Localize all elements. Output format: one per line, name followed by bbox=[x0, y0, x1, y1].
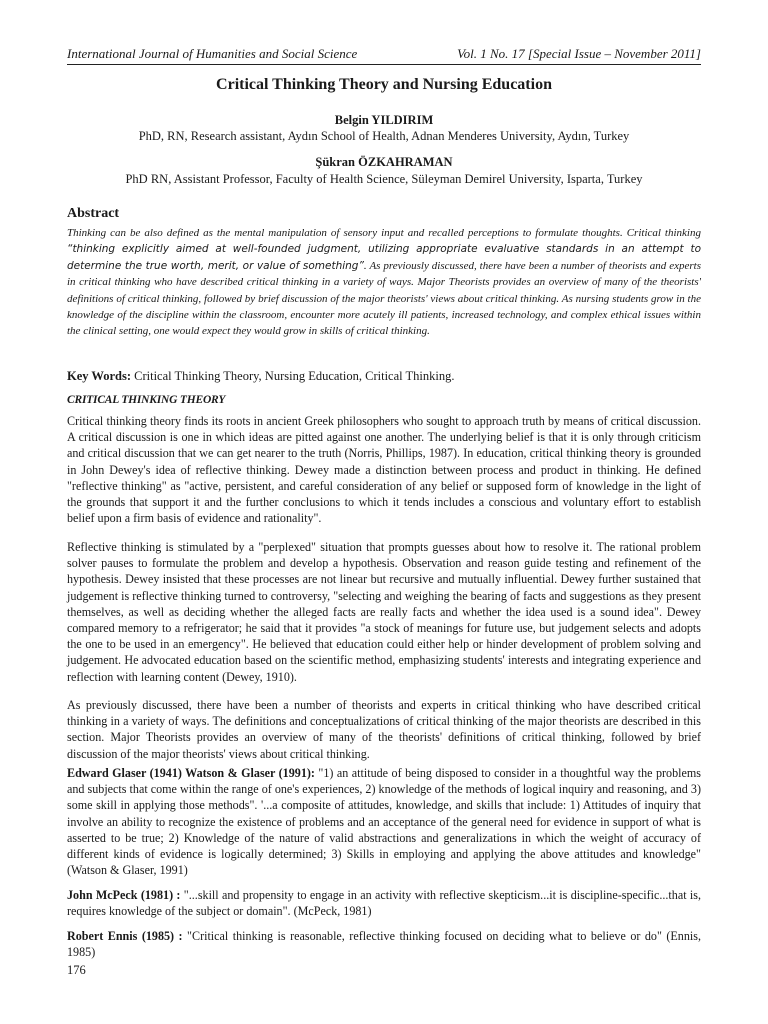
body-paragraph: As previously discussed, there have been a number of theorists and experts in critical thinking who have described critical thinking in a variety of ways. The definitions and conceptualizations of critical thinking of the major theorists are described in this section. Major Theorists provides an overview of many of the theorists' definitions of critical thinking, followed by brief discussion of the major theorists' views about critical thinking. bbox=[67, 698, 701, 761]
definition-label: Edward Glaser (1941) Watson & Glaser (1991): bbox=[67, 766, 315, 780]
author-affiliation: PhD RN, Assistant Professor, Faculty of Health Science, Süleyman Demirel University, Isparta, Turkey bbox=[125, 172, 643, 186]
journal-name: International Journal of Humanities and Social Science bbox=[67, 46, 358, 61]
definition-text: "Critical thinking is reasonable, reflective thinking focused on deciding what to believe or do" (Ennis, 1985) bbox=[67, 929, 701, 960]
author-affiliation: PhD, RN, Research assistant, Aydın School of Health, Adnan Menderes University, Aydın, Turkey bbox=[138, 129, 630, 143]
abstract-quote: “thinking explicitly aimed at well-founded judgment, utilizing appropriate evaluative standards in an attempt to determine the true worth, merit, or value of something” bbox=[67, 243, 701, 272]
definition-paragraph bbox=[67, 765, 701, 878]
definition-paragraph bbox=[67, 887, 701, 919]
abstract-heading: Abstract bbox=[67, 206, 120, 221]
body-paragraph: Reflective thinking is stimulated by a "perplexed" situation that prompts guesses about how to resolve it. The rational problem solver pauses to formulate the problem and develop a hypothesis. Observation and reason guide testing and refinement of the hypothesis. Dewey insisted that these processes are not linear but recursive and mutually influential. Dewey further sustained that judgement is reflective thinking turned to controversy, "selecting and weighing the bearing of facts and suggestions as they present themselves, as well as deciding whether the alleged facts are really facts and whether the idea used is a sound idea". Dewey compared memory to a refrigerator; he said that it provides "a stock of meanings for future use, but judgement selects and adopts the one to be used in an emergency". He believed that education could either help or hinder development of problem solving and judgement. He advocated education based on the scientific method, emphasizing students' interests and integrating experience and reflection with learning content (Dewey, 1910). bbox=[67, 540, 701, 684]
keywords bbox=[67, 368, 701, 384]
author-name: Belgin YILDIRIM bbox=[334, 113, 434, 127]
keywords-text: Critical Thinking Theory, Nursing Education, Critical Thinking. bbox=[131, 369, 455, 383]
body-paragraph: Critical thinking theory finds its roots in ancient Greek philosophers who sought to approach truth by means of critical discussion. A critical discussion is one in which ideas are pitted against one another. The underlying belief is that it is only through criticism and critical discussion that we can get nearer to the truth (Norris, Phillips, 1987). In education, critical thinking theory is grounded in John Dewey's idea of reflective thinking. Dewey made a distinction between process and product in thinking. He defined "reflective thinking" as "active, persistent, and careful consideration of any belief or supposed form of knowledge in the light of the grounds that support it and the further conclusions to which it tends includes a conscious and voluntary effort to establish belief upon a firm basis of evidence and rationality". bbox=[67, 414, 701, 526]
keywords-label: Key Words: bbox=[67, 369, 132, 383]
abstract-rest: . As previously discussed, there have been a number of theorists and experts in critical thinking who have described critical thinking in a variety of ways. Major Theorists provides an overview of many of the theorists' definitions of critical thinking, followed by brief discussion of the major theorists' views about critical thinking. As nursing students grow in the knowledge of the discipline within the classroom, encounter more acutely ill patients, increased technology, and complex ethical issues within the clinical setting, one would expect they would grow in skills of critical thinking. bbox=[67, 259, 701, 338]
section-heading: CRITICAL THINKING THEORY bbox=[67, 394, 226, 406]
abstract-text bbox=[67, 225, 701, 340]
paper-title: Critical Thinking Theory and Nursing Education bbox=[216, 76, 552, 93]
definition-paragraph bbox=[67, 928, 701, 960]
abstract-lead: Thinking can be also defined as the mental manipulation of sensory input and recalled perceptions to formulate thoughts. Critical thinking bbox=[67, 227, 701, 239]
definition-text: "1) an attitude of being disposed to consider in a thoughtful way the problems and subjects that come within the range of one's experiences, 2) knowledge of the methods of logical inquiry and reasoning, and 3) some skill in applying those methods". '...a composite of attitudes, knowledge, and skills that include: 1) Attitudes of inquiry that involve an ability to recognize the existence of problems and an acceptance of the general need for evidence in support of what is asserted to be true; 2) Knowledge of the nature of valid abstractions and generalizations in which the weight of accuracy of different kinds of evidence is logically determined; 3) Skills in employing and applying the above attitudes and knowledge" (Watson & Glaser, 1991) bbox=[67, 766, 701, 878]
definition-label: Robert Ennis (1985) : bbox=[67, 929, 183, 943]
definition-text: "...skill and propensity to engage in an activity with reflective skepticism...it is discipline-specific...that is, requires knowledge of the subject or domain". (McPeck, 1981) bbox=[67, 888, 701, 919]
definition-label: John McPeck (1981) : bbox=[67, 888, 181, 902]
running-head bbox=[67, 46, 701, 65]
author-name: Şükran ÖZKAHRAMAN bbox=[315, 155, 453, 169]
issue-info: Vol. 1 No. 17 [Special Issue – November 2011] bbox=[457, 46, 701, 61]
page-number: 176 bbox=[67, 963, 86, 977]
